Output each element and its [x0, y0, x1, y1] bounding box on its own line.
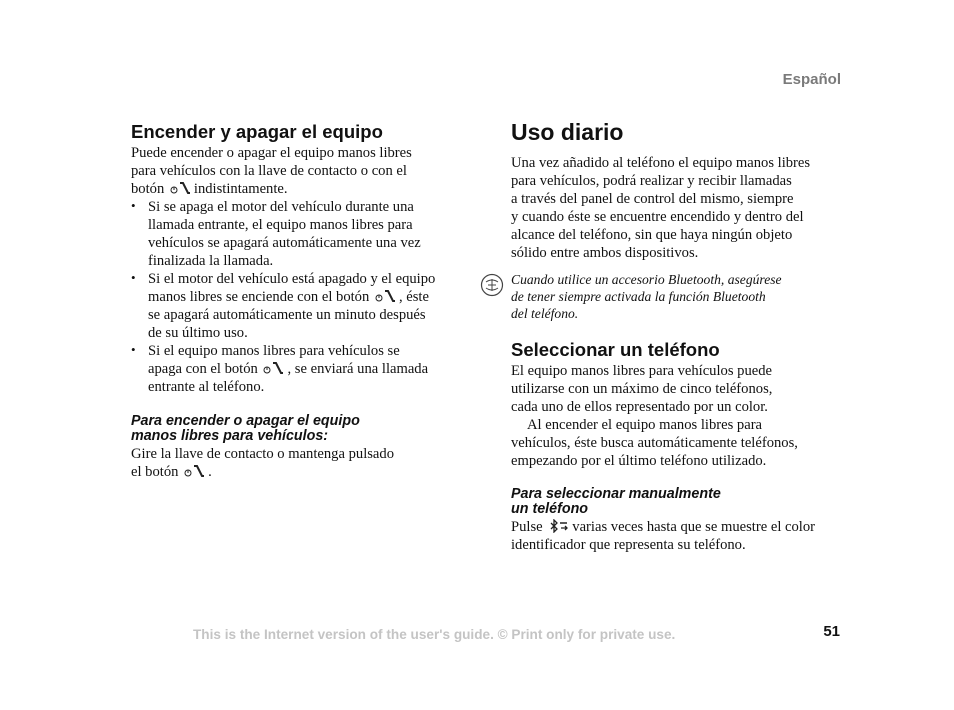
procedure-instruction: Gire la llave de contacto o mantenga pulsado el botón . [131, 446, 394, 480]
list-item: • Si el motor del vehículo está apagado y el equipo manos libres se enciende con el botón , éste se apagará automáticamente un minuto después de su último uso. [131, 270, 466, 342]
footer-notice: This is the Internet version of the user's guide. © Print only for private use. [193, 627, 676, 642]
power-phone-button-icon [184, 464, 206, 478]
bluetooth-select-button-icon [548, 519, 570, 533]
power-phone-button-icon [263, 361, 285, 375]
section-heading-select-phone: Seleccionar un teléfono [511, 339, 720, 360]
procedure-heading: Para seleccionar manualmente un teléfono [511, 486, 721, 517]
left-column [131, 118, 466, 481]
language-label: Español [782, 71, 841, 88]
power-phone-button-icon [375, 289, 397, 303]
power-phone-button-icon [170, 181, 192, 195]
list-item: • Si el equipo manos libres para vehículos se apaga con el botón , se enviará una llamada entrante al teléfono. [131, 342, 466, 396]
bullet-list [131, 198, 466, 396]
select-phone-paragraph: El equipo manos libres para vehículos puede utilizarse con un máximo de cinco teléfonos, cada uno de ellos representado por un color. Al encender el equipo manos libres para vehículos, éste busca automáticamente teléfonos, empezando por el último teléfono utilizado. [511, 363, 798, 469]
list-item: • Si se apaga el motor del vehículo durante una llamada entrante, el equipo manos libres para vehículos se apagará automáticamente una vez finalizada la llamada. [131, 198, 466, 270]
page-title: Uso diario [511, 119, 624, 145]
section-heading-power: Encender y apagar el equipo [131, 121, 383, 142]
intro-paragraph: Puede encender o apagar el equipo manos libres para vehículos con la llave de contacto o con el botón indistintamente. [131, 145, 412, 197]
tip-note: Cuando utilice un accesorio Bluetooth, asegúrese de tener siempre activada la función Bluetooth del teléfono. [511, 271, 846, 322]
page-number: 51 [823, 623, 840, 640]
intro-paragraph: Una vez añadido al teléfono el equipo manos libres para vehículos, podrá realizar y recibir llamadas a través del panel de control del mismo, siempre y cuando éste se encuentre encendido y dentro del alcance del teléfono, sin que haya ningún objeto sólido entre ambos dispositivos. [511, 155, 811, 261]
tip-icon [480, 273, 504, 297]
procedure-instruction: Pulse varias veces hasta que se muestre el color identificador que representa su teléfono. [511, 519, 816, 553]
procedure-heading: Para encender o apagar el equipo manos libres para vehículos: [131, 413, 360, 444]
right-column [511, 118, 846, 554]
